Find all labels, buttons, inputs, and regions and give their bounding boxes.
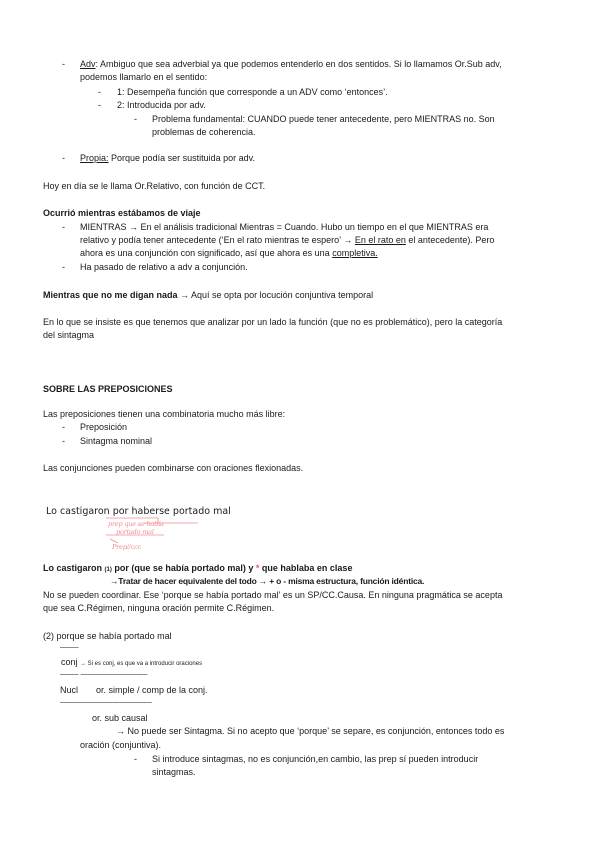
- text-fragment: : Ambiguo que sea adverbial ya que podemos entenderlo en dos sentidos. Si lo llamamos Or.Sub adv,: [95, 59, 502, 69]
- text-line: del sintagma: [43, 330, 95, 340]
- small-note: → Si es conj, es que va a introducir oraciones: [80, 661, 203, 667]
- pink-annotation: Prep//ccc: [112, 543, 141, 551]
- asterisk-mark: *: [255, 563, 260, 573]
- analysis-heading: (2) porque se había portado mal: [43, 631, 172, 641]
- text-line: Problema fundamental: CUANDO puede tener antecedente, pero MIENTRAS no. Son: [152, 114, 495, 124]
- text-line: Preposición: [80, 422, 128, 432]
- text-line: que sea C.Régimen, ninguna oración permite C.Régimen.: [43, 603, 275, 613]
- bullet: -: [98, 100, 101, 110]
- text-line: [80, 234, 494, 246]
- example-number: (1): [104, 567, 112, 573]
- bracket-line: —–––: [60, 644, 79, 651]
- text-line: oración (conjuntiva).: [80, 740, 162, 750]
- text-fragment: → Aquí se opta por locución conjuntiva temporal: [177, 290, 374, 300]
- text-line: 1: Desempeña función que corresponde a un ADV como ‘entonces’.: [117, 87, 388, 97]
- text-line: Las conjunciones pueden combinarse con oraciones flexionadas.: [43, 463, 304, 473]
- bullet: -: [62, 153, 65, 163]
- handwritten-sentence: Lo castigaron por haberse portado mal: [46, 506, 231, 517]
- text-line: sintagmas.: [152, 767, 196, 777]
- text-line: 2: Introducida por adv.: [117, 100, 206, 110]
- text-fragment: que hablaba en clase: [259, 563, 353, 573]
- subheading: Ocurrió mientras estábamos de viaje: [43, 208, 201, 218]
- bullet: -: [62, 222, 65, 232]
- bracket-line: —––– —————————–: [60, 671, 148, 678]
- text-fragment: relativo y podía tener antecedente (‘En el rato mientras te espero’ →: [80, 235, 355, 245]
- bullet: -: [62, 422, 65, 432]
- text-fragment: por (que se había portado mal) y: [111, 563, 256, 573]
- text-line: [61, 656, 202, 670]
- bullet: -: [62, 436, 65, 446]
- text-fragment: conj: [61, 657, 81, 667]
- example-sentence: [43, 562, 352, 576]
- bold-phrase: Mientras que no me digan nada: [43, 290, 178, 300]
- text-line: No se pueden coordinar. Ese ‘porque se había portado mal’ es un SP/CC.Causa. En ninguna pragmática se acepta: [43, 590, 503, 600]
- bullet: -: [134, 114, 137, 124]
- text-fragment: Porque podía ser sustituida por adv.: [108, 153, 255, 163]
- text-line: Ha pasado de relativo a adv a conjunción.: [80, 262, 248, 272]
- text-line: → No puede ser Sintagma. Si no acepto que ‘porque’ se separe, es conjunción, entonces todo es: [116, 726, 505, 736]
- bullet: -: [98, 87, 101, 97]
- text-line: Si introduce sintagmas, no es conjunción,en cambio, las prep sí pueden introducir: [152, 754, 479, 764]
- term-adv: Adv: [80, 59, 96, 69]
- pink-annotation: prep que se había: [108, 520, 164, 528]
- text-line: [80, 152, 255, 164]
- text-line: [80, 58, 502, 70]
- bullet: -: [62, 59, 65, 69]
- text-fragment: el antecedente). Pero: [405, 235, 495, 245]
- text-line: podemos llamarlo en el sentido:: [80, 72, 208, 82]
- text-line: problemas de coherencia.: [152, 127, 256, 137]
- text-line: [80, 247, 378, 259]
- text-fragment: Lo castigaron: [43, 563, 105, 573]
- label-nucl: Nucl: [60, 685, 79, 695]
- term-propia: Propia:: [80, 153, 109, 163]
- underlined-phrase: En el rato en: [354, 235, 406, 245]
- text-line: MIENTRAS → En el análisis tradicional Mientras = Cuando. Hubo un tiempo en el que MIENTRAS era: [80, 222, 489, 232]
- label-or-simple: or. simple / comp de la conj.: [96, 685, 208, 695]
- text-fragment: ahora es una conjunción con significado, así que ahora es una: [80, 248, 333, 258]
- bullet: -: [134, 754, 137, 764]
- text-line: Las preposiciones tienen una combinatoria mucho más libre:: [43, 409, 286, 419]
- text-line: [43, 289, 373, 301]
- label-or-sub-causal: or. sub causal: [92, 713, 148, 723]
- bullet: -: [62, 262, 65, 272]
- text-line: Sintagma nominal: [80, 436, 153, 446]
- underlined-phrase: completiva.: [332, 248, 378, 258]
- bracket-line: —–———————————–: [60, 699, 152, 706]
- pink-annotation: portado mal: [116, 528, 154, 536]
- section-heading: SOBRE LAS PREPOSICIONES: [43, 384, 173, 394]
- text-line: Hoy en día se le llama Or.Relativo, con función de CCT.: [43, 181, 266, 191]
- text-line: →Tratar de hacer equivalente del todo → + o - misma estructura, función idéntica.: [110, 576, 425, 586]
- text-line: En lo que se insiste es que tenemos que analizar por un lado la función (que no es problemático), pero la categoría: [43, 317, 503, 327]
